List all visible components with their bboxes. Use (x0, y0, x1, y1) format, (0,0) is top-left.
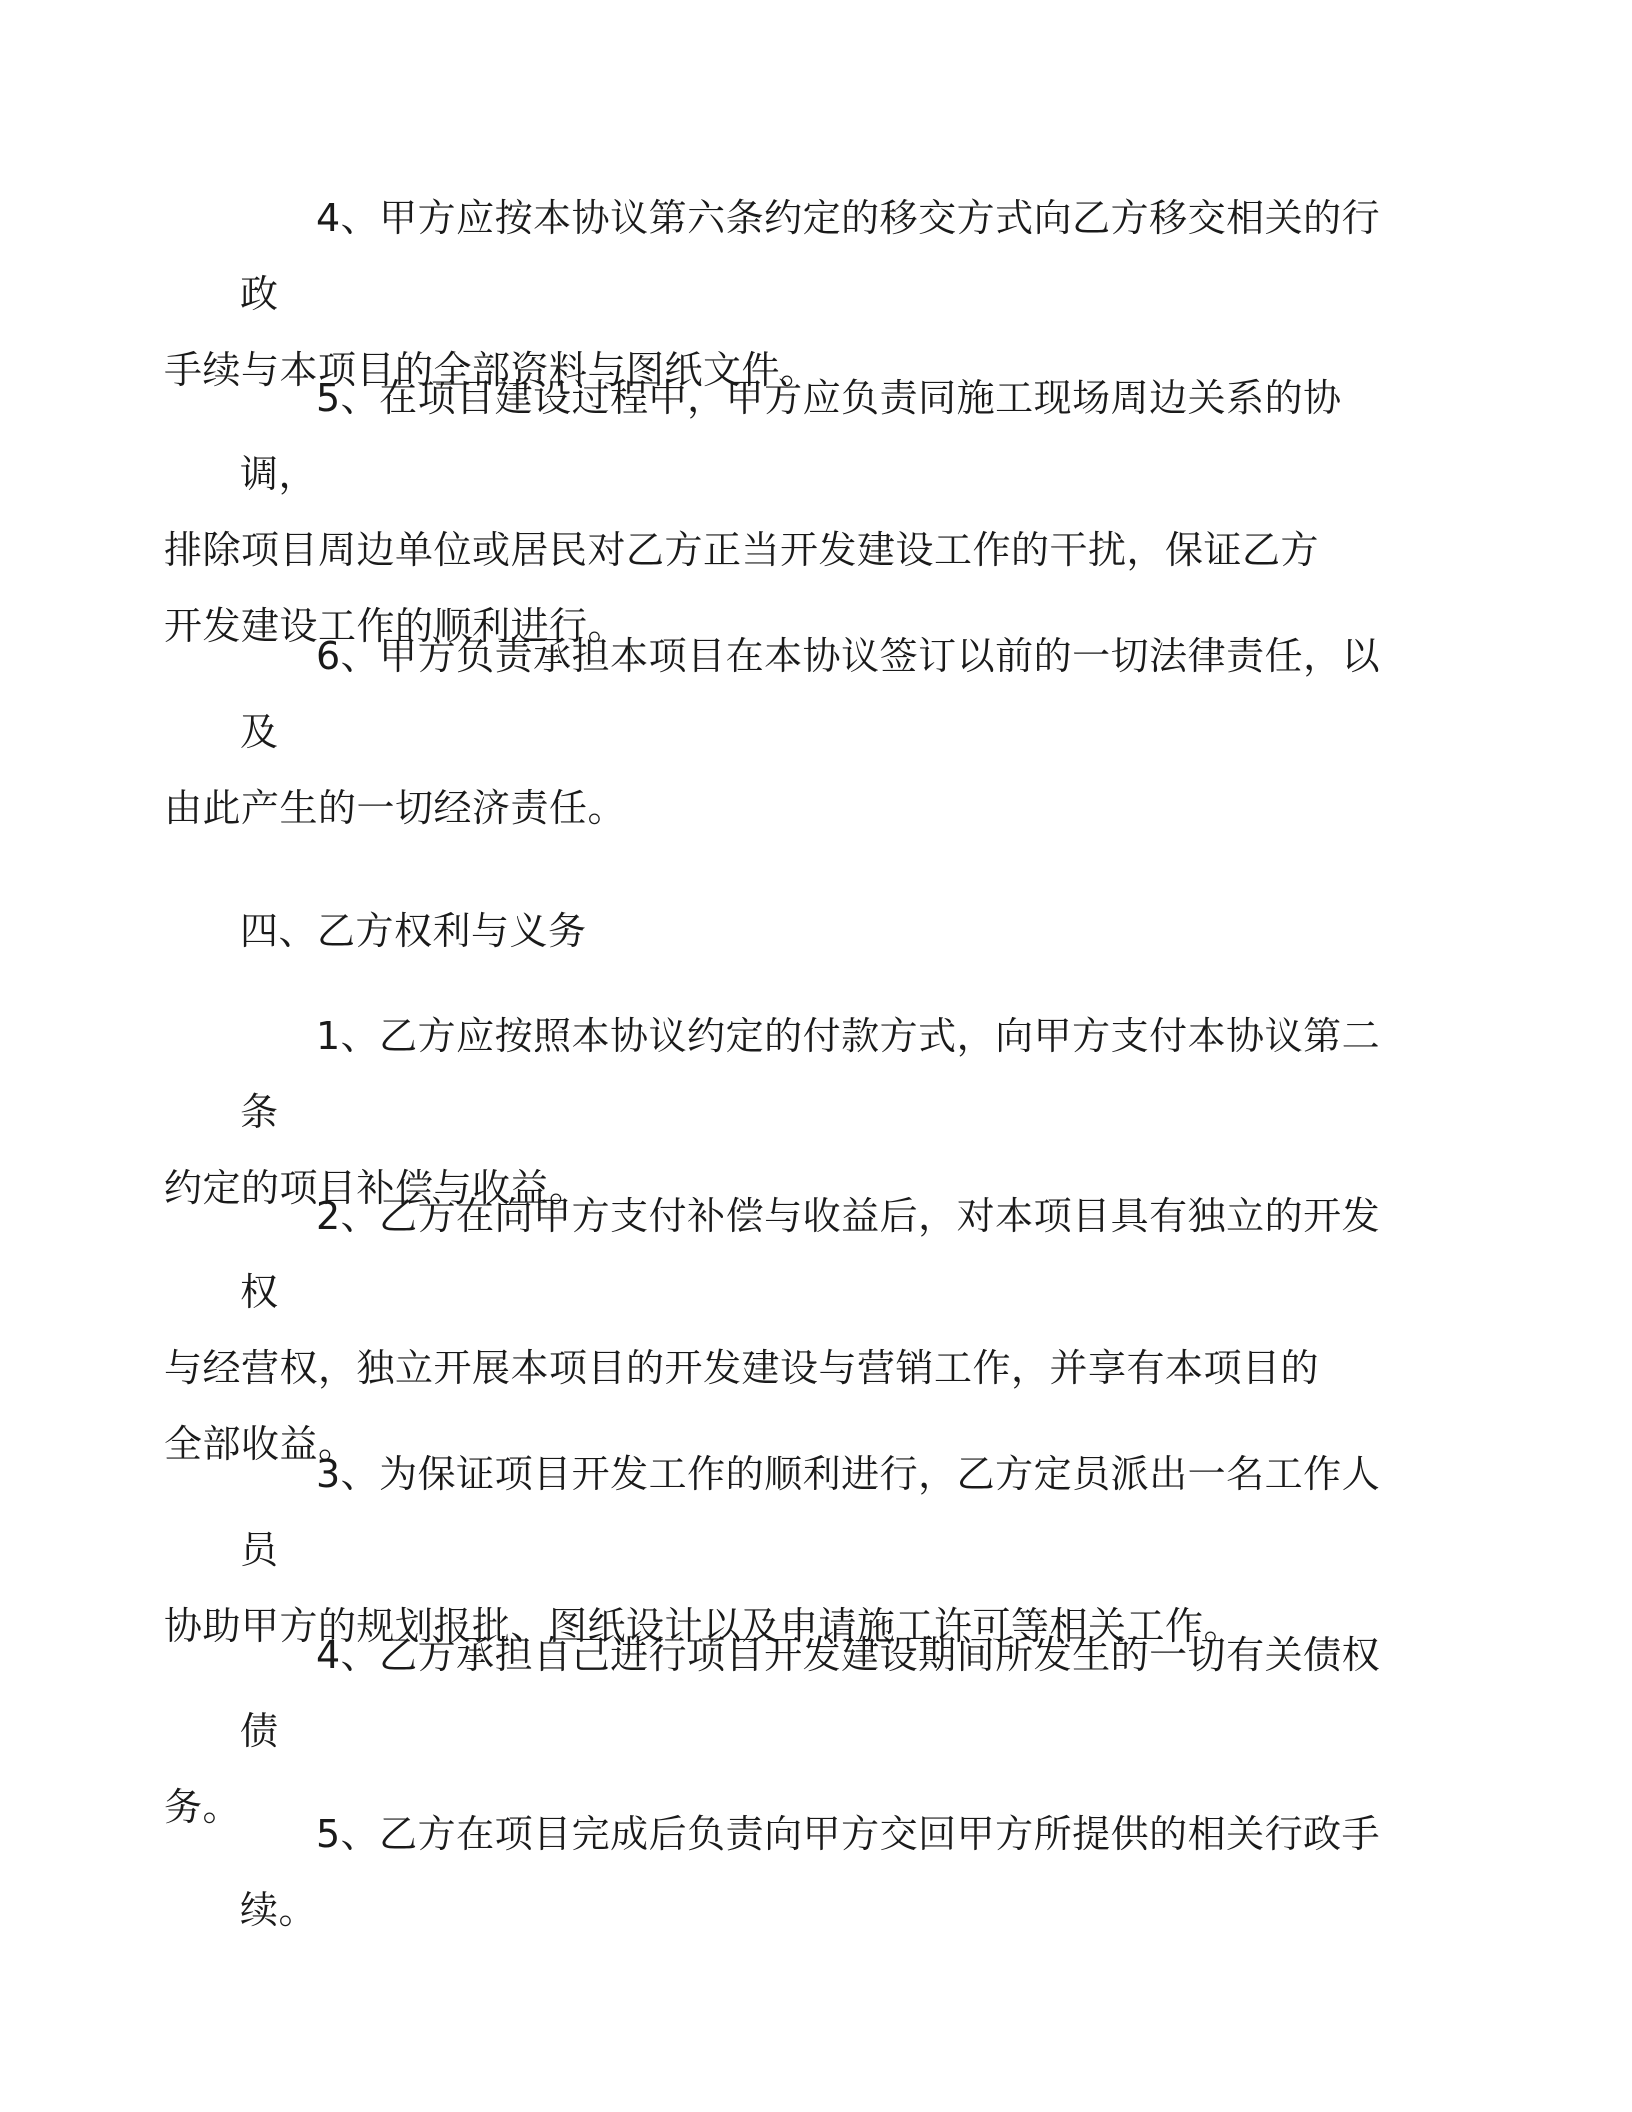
clause-line: 2、乙方在向甲方支付补偿与收益后，对本项目具有独立的开发权 (240, 1194, 1381, 1314)
clause-line: 1、乙方应按照本协议约定的付款方式，向甲方支付本协议第二条 (240, 1014, 1381, 1134)
clause-line: 约定的项目补偿与收益。 (164, 1166, 588, 1210)
clause-line: 4、乙方承担自己进行项目开发建设期间所发生的一切有关债权债 (240, 1633, 1381, 1753)
clause-line: 协助甲方的规划报批、图纸设计以及申请施工许可等相关工作。 (164, 1604, 1243, 1648)
clause-3-6 (164, 618, 1400, 846)
clause-line: 5、在项目建设过程中，甲方应负责同施工现场周边关系的协调， (240, 376, 1342, 496)
clause-line: 4、甲方应按本协议第六条约定的移交方式向乙方移交相关的行政 (240, 196, 1381, 316)
clause-line: 与经营权，独立开展本项目的开发建设与营销工作，并享有本项目的 (164, 1346, 1320, 1390)
clause-line: 由此产生的一切经济责任。 (164, 786, 627, 830)
clause-line: 5、乙方在项目完成后负责向甲方交回甲方所提供的相关行政手续。 (240, 1812, 1381, 1932)
clause-line: 6、甲方负责承担本项目在本协议签订以前的一切法律责任，以及 (240, 634, 1381, 754)
clause-line: 3、为保证项目开发工作的顺利进行，乙方定员派出一名工作人员 (240, 1452, 1381, 1572)
clause-4-5 (240, 1796, 1440, 1948)
clause-line: 手续与本项目的全部资料与图纸文件。 (164, 348, 819, 392)
section-heading: 四、乙方权利与义务 (240, 909, 587, 953)
clause-line: 务。 (164, 1785, 242, 1829)
clause-line: 开发建设工作的顺利进行。 (164, 604, 627, 648)
clause-line: 排除项目周边单位或居民对乙方正当开发建设工作的干扰，保证乙方 (164, 528, 1320, 572)
clause-line: 全部收益。 (164, 1422, 357, 1466)
